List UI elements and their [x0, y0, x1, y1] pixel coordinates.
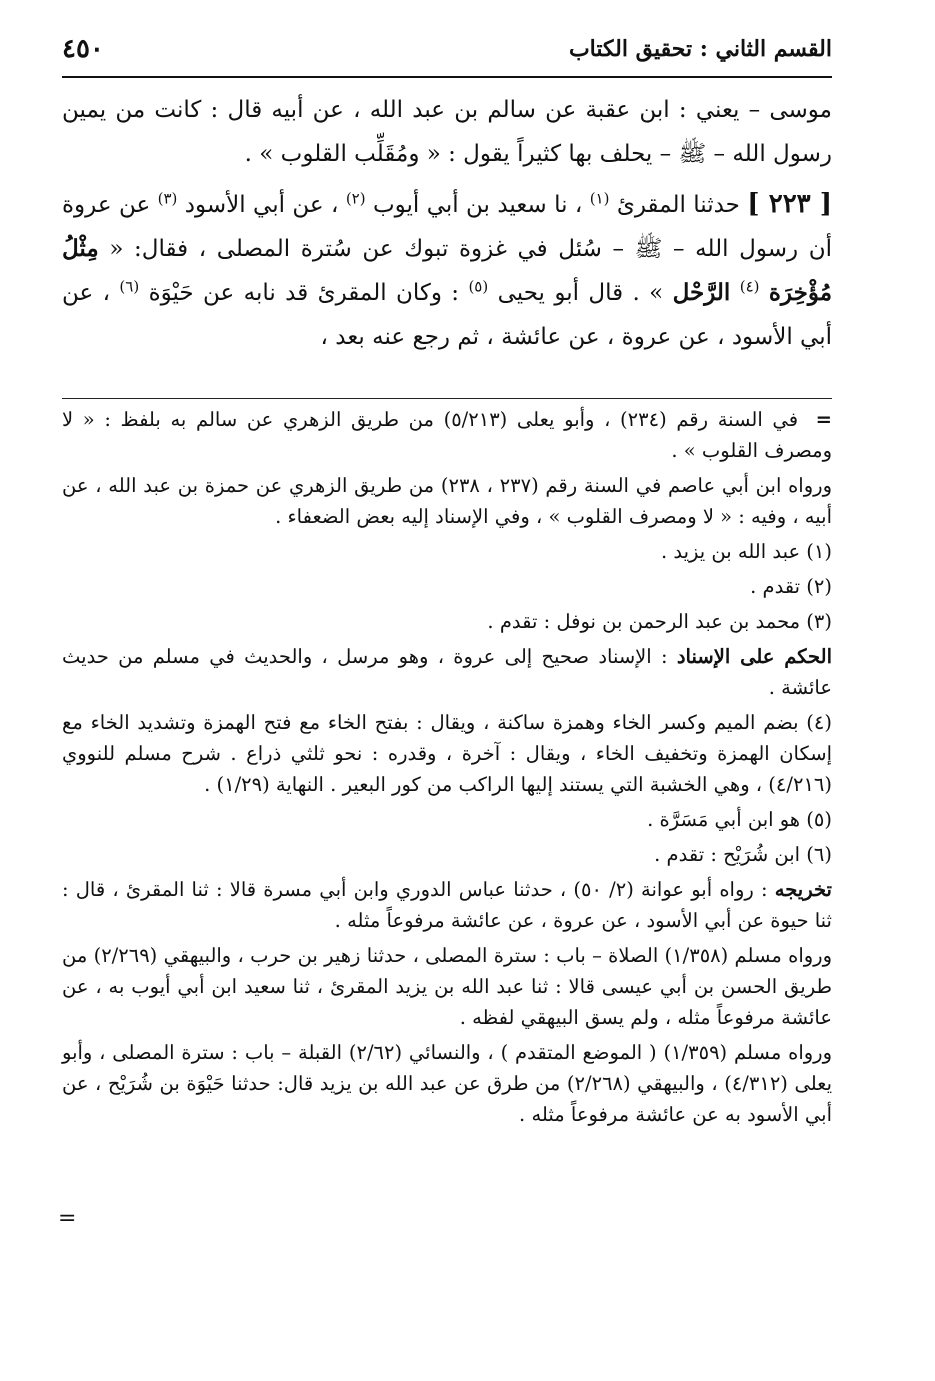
- footnotes-rule: [62, 398, 832, 399]
- footnote-3: (٣) محمد بن عبد الرحمن بن نوفل : تقدم .: [487, 610, 832, 633]
- hadith-text-1: حدثنا المقرئ: [616, 192, 740, 218]
- continuation-text: في السنة رقم (٢٣٤) ، وأبو يعلى (٥/٢١٣) من طريق الزهري عن سالم به بلفظ : « لا ومصرف القلوب » .: [62, 408, 832, 462]
- continuation-mark-end: =: [58, 1206, 77, 1231]
- footnote-paragraph-2: ورواه ابن أبي عاصم في السنة رقم (٢٣٧ ، ٢٣٨) من طريق الزهري عن حمزة بن عبد الله ، عن أبيه ، وفيه : « لا ومصرف القلوب » ، وفي الإسناد إليه بعض الضعفاء .: [62, 474, 832, 528]
- footnote-ref-6: (٦): [119, 277, 140, 296]
- intro-paragraph: موسى – يعني : ابن عقبة عن سالم بن عبد الله ، عن أبيه قال : كانت من يمين رسول الله – ﷺ – يحلف بها كثيراً يقول : « ومُقَلِّب القلوب » .: [62, 97, 832, 167]
- footnote-2: (٢) تقدم .: [750, 575, 832, 598]
- takhrij: [62, 874, 832, 936]
- header-rule: [62, 76, 832, 78]
- footnote-ref-5: (٥): [468, 277, 489, 296]
- footnote-1: (١) عبد الله بن يزيد .: [660, 540, 832, 563]
- footnote-ref-4: (٤): [739, 277, 760, 296]
- takhrij-label: تخريجه: [774, 878, 832, 901]
- hadith-bold-phrase-1: مِثْلُ مُؤْخِرَة: [62, 235, 833, 306]
- footnote-4: (٤) بضم الميم وكسر الخاء وهمزة ساكنة ، ويقال : بفتح الخاء مع فتح الهمزة وتشديد الخاء مع إسكان الهمزة وتخفيف الخاء ، ويقال : آخرة ، وقدره : نحو ثلثي ذراع . شرح مسلم للنووي (٤/٢١٦) ، وهي الخشبة التي يستند إليها الراكب من كور البعير . النهاية (١/٢٩) .: [62, 711, 832, 796]
- hadith-bold-phrase-2: الرَّحْل: [672, 279, 731, 306]
- isnad-ruling-label: الحكم على الإسناد: [676, 645, 832, 668]
- running-head: القسم الثاني : تحقيق الكتاب: [568, 36, 832, 62]
- hadith-text-3: ، عن أبي الأسود: [184, 192, 339, 218]
- footnote-ref-1: (١): [589, 189, 610, 208]
- hadith-text-6: : وكان المقرئ قد نابه عن حَيْوَة: [148, 280, 460, 306]
- page-header: [62, 34, 832, 74]
- hadith-text-2: ، نا سعيد بن أبي أيوب: [372, 192, 583, 218]
- hadith-text-7: ، عن أبي الأسود ، عن عروة ، عن عائشة ، ثم رجع عنه بعد ،: [62, 280, 832, 350]
- footnote-continuation: [62, 404, 832, 466]
- hadith-text-5: » . قال أبو يحيى: [497, 280, 664, 306]
- footnote-6: (٦) ابن شُرَيْح : تقدم .: [654, 843, 832, 866]
- footnote-ref-2: (٢): [345, 189, 366, 208]
- takhrij-muslim-1: ورواه مسلم (١/٣٥٨) الصلاة – باب : سترة المصلى ، حدثنا زهير بن حرب ، والبيهقي (٢/٢٦٩) من طريق الحسن بن أبي عيسى قالا : ثنا عبد الله بن يزيد المقرئ ، ثنا سعيد ابن أبي أيوب به ، عن عائشة مرفوعاً مثله ، ولم يسق البيهقي لفظه .: [62, 944, 832, 1029]
- continuation-mark: =: [815, 408, 833, 431]
- isnad-ruling-text: : الإسناد صحيح إلى عروة ، وهو مرسل ، والحديث في مسلم من حديث عائشة .: [62, 645, 832, 699]
- takhrij-muslim-2: ورواه مسلم (١/٣٥٩) ( الموضع المتقدم ) ، والنسائي (٢/٦٢) القبلة – باب : سترة المصلى ، وأبو يعلى (٤/٣١٢) ، والبيهقي (٢/٢٦٨) من طرق عن عبد الله بن يزيد قال: حدثنا حَيْوَة بن شُرَيْح ، عن أبي الأسود به عن عائشة مرفوعاً مثله .: [62, 1041, 832, 1126]
- isnad-ruling: [62, 641, 832, 703]
- hadith-text-4: عن عروة أن رسول الله – ﷺ – سُئل في غزوة تبوك عن سُترة المصلى ، فقال: «: [62, 192, 832, 262]
- hadith-number: [ ٢٢٣ ]: [747, 189, 833, 219]
- footnotes: [62, 404, 832, 1134]
- page-number: ٤٥٠: [62, 34, 104, 64]
- footnote-ref-3: (٣): [157, 189, 178, 208]
- footnote-5: (٥) هو ابن أبي مَسَرَّة .: [647, 808, 832, 831]
- takhrij-text: : رواه أبو عوانة (٢/ ٥٠) ، حدثنا عباس الدوري وابن أبي مسرة قالا : ثنا المقرئ ، قال : ثنا حيوة عن أبي الأسود ، عن عروة ، عن عائشة مرفوعاً مثله .: [62, 878, 832, 932]
- main-text: [62, 88, 832, 359]
- hadith-paragraph: [62, 182, 832, 359]
